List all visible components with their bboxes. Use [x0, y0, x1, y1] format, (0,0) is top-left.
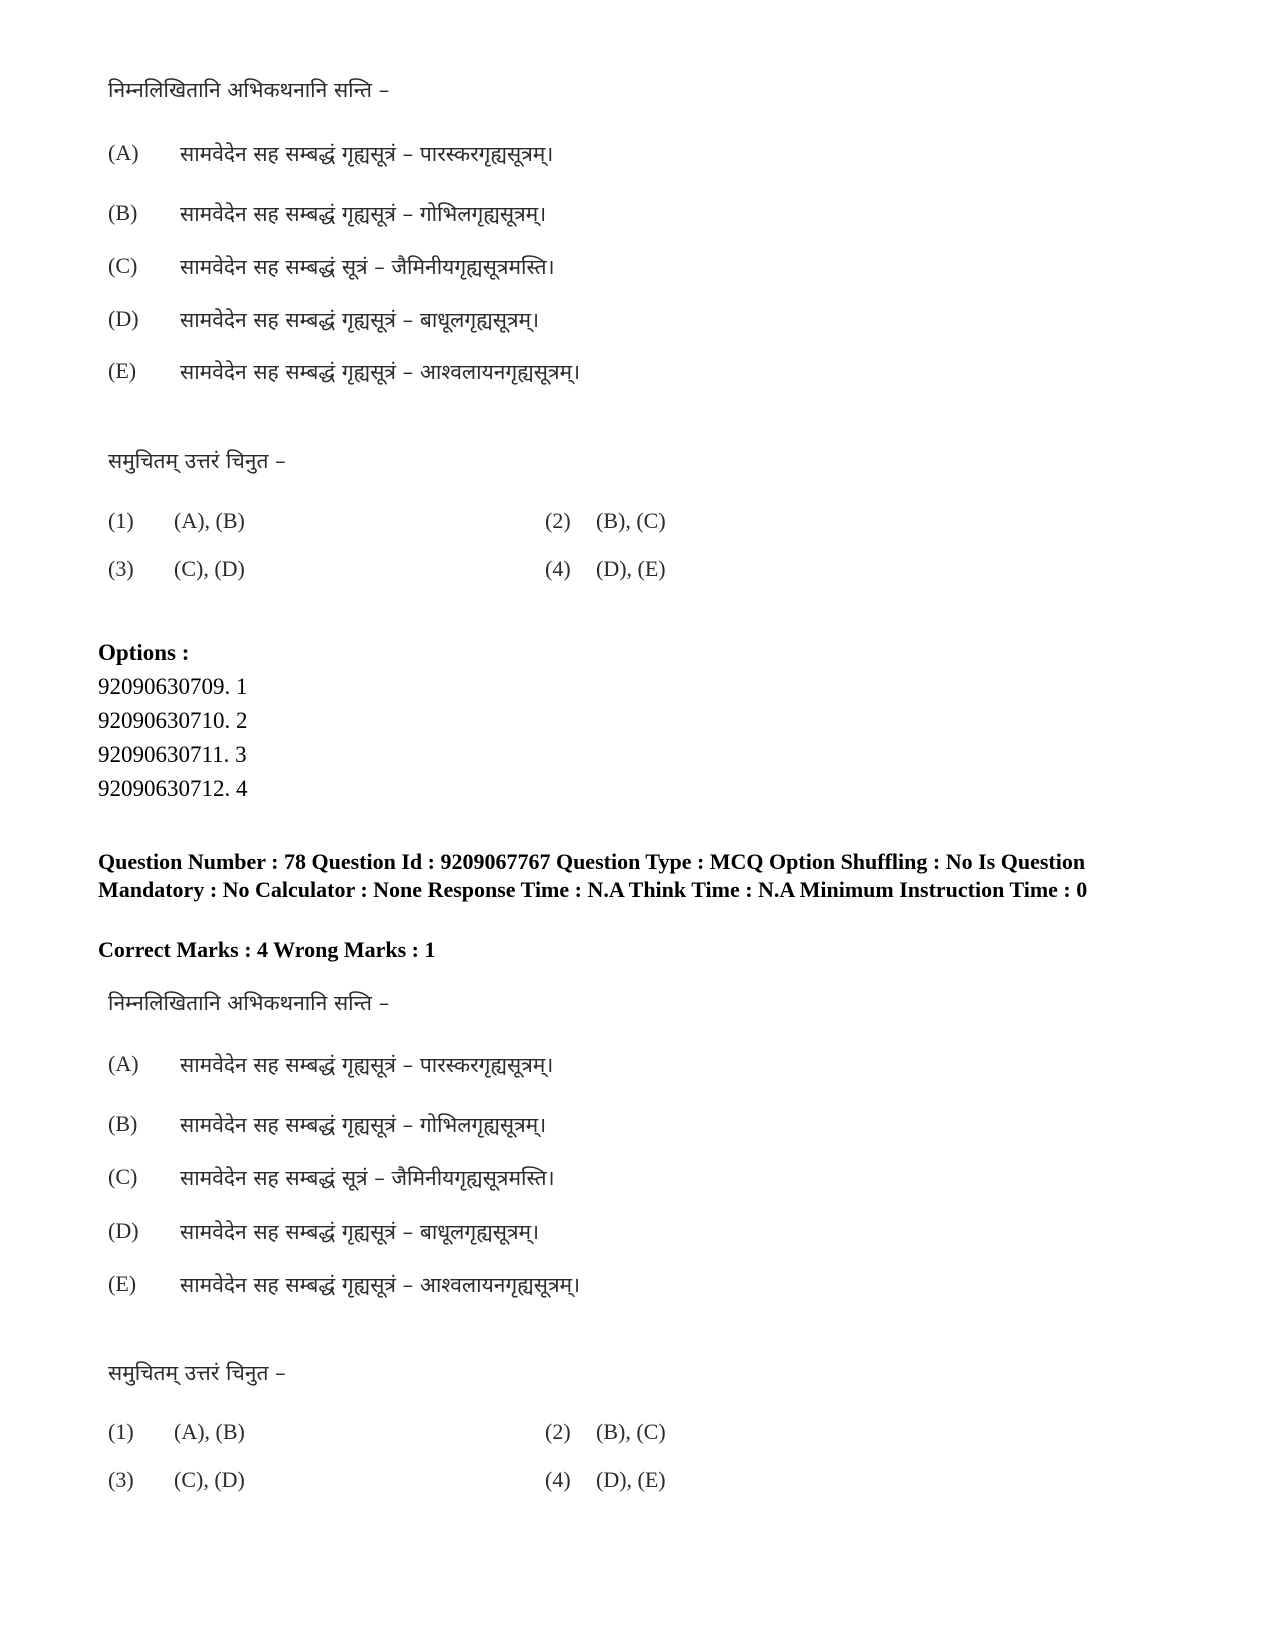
answer-value: (B), (C): [596, 1419, 666, 1444]
option-item: 92090630712. 4: [98, 776, 248, 801]
intro-statement: निम्नलिखितानि अभिकथनानि सन्ति –: [108, 78, 390, 102]
statement-label: (A): [108, 140, 139, 165]
answer-number: (4): [545, 1467, 571, 1492]
statement-label: (A): [108, 1051, 139, 1076]
option-item: 92090630711. 3: [98, 742, 247, 767]
answer-number: (2): [545, 1419, 571, 1444]
statement-text: सामवेदेन सह सम्बद्धं गृह्यसूत्रं – गोभिलगृह्यसूत्रम्।: [180, 1113, 547, 1137]
statement-label: (C): [108, 253, 138, 278]
statement-text: सामवेदेन सह सम्बद्धं गृह्यसूत्रं – बाधूलगृह्यसूत्रम्।: [180, 308, 540, 332]
answer-value: (A), (B): [174, 1419, 245, 1444]
answer-number: (2): [545, 508, 571, 533]
statement-label: (E): [108, 1271, 137, 1296]
question-header: Question Number : 78 Question Id : 9209067767 Question Type : MCQ Option Shuffling : No Is Question Mandatory : No Calculator : None Response Time : N.A Think Time : N.A Minimum Instruction Time : 0: [98, 849, 1088, 902]
answer-number: (4): [545, 556, 571, 581]
statement-label: (D): [108, 306, 139, 331]
statement-text: सामवेदेन सह सम्बद्धं सूत्रं – जैमिनीयगृह्यसूत्रमस्ति।: [180, 1166, 555, 1190]
answer-value: (D), (E): [596, 556, 666, 581]
choose-instruction: समुचितम् उत्तरं चिनुत –: [108, 449, 286, 473]
statement-label: (C): [108, 1164, 138, 1189]
statement-label: (B): [108, 1111, 138, 1136]
options-heading: Options :: [98, 640, 190, 665]
choose-instruction: समुचितम् उत्तरं चिनुत –: [108, 1361, 286, 1385]
option-item: 92090630709. 1: [98, 674, 248, 699]
answer-value: (B), (C): [596, 508, 666, 533]
answer-value: (A), (B): [174, 508, 245, 533]
marks-line: Correct Marks : 4 Wrong Marks : 1: [98, 937, 436, 962]
statement-text: सामवेदेन सह सम्बद्धं गृह्यसूत्रं – पारस्करगृह्यसूत्रम्।: [180, 142, 554, 166]
answer-value: (D), (E): [596, 1467, 666, 1492]
answer-value: (C), (D): [174, 1467, 245, 1492]
statement-text: सामवेदेन सह सम्बद्धं गृह्यसूत्रं – पारस्करगृह्यसूत्रम्।: [180, 1053, 554, 1077]
statement-text: सामवेदेन सह सम्बद्धं गृह्यसूत्रं – बाधूलगृह्यसूत्रम्।: [180, 1220, 540, 1244]
statement-label: (D): [108, 1218, 139, 1243]
statement-text: सामवेदेन सह सम्बद्धं गृह्यसूत्रं – गोभिलगृह्यसूत्रम्।: [180, 202, 547, 226]
intro-statement: निम्नलिखितानि अभिकथनानि सन्ति –: [108, 991, 390, 1015]
answer-number: (1): [108, 508, 134, 533]
option-item: 92090630710. 2: [98, 708, 248, 733]
answer-number: (3): [108, 556, 134, 581]
statement-label: (B): [108, 200, 138, 225]
statement-text: सामवेदेन सह सम्बद्धं सूत्रं – जैमिनीयगृह्यसूत्रमस्ति।: [180, 255, 555, 279]
answer-number: (3): [108, 1467, 134, 1492]
statement-text: सामवेदेन सह सम्बद्धं गृह्यसूत्रं – आश्वलायनगृह्यसूत्रम्।: [180, 1273, 581, 1297]
answer-value: (C), (D): [174, 556, 245, 581]
answer-number: (1): [108, 1419, 134, 1444]
statement-label: (E): [108, 358, 137, 383]
statement-text: सामवेदेन सह सम्बद्धं गृह्यसूत्रं – आश्वलायनगृह्यसूत्रम्।: [180, 360, 581, 384]
